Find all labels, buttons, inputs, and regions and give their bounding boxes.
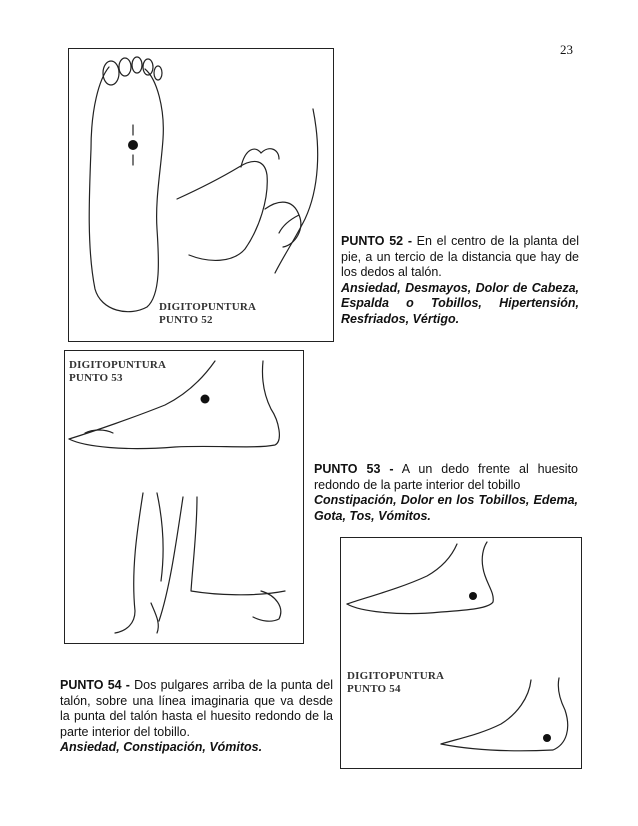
pressure-point-54-lower (543, 734, 551, 742)
point-description: En el centro de la planta del pie, a un tercio de la distancia que hay de los dedos al talón. (341, 234, 579, 280)
heel-illustration (341, 538, 581, 768)
figure-label-53 (69, 359, 166, 385)
point-description: A un dedo frente al huesito redondo de la parte interior del tobillo (314, 462, 578, 492)
figure-label-54 (347, 670, 444, 696)
description-punto-52 (341, 234, 579, 328)
page-number: 23 (560, 42, 573, 57)
point-conditions: Constipación, Dolor en los Tobillos, Edema, Gota, Tos, Vómitos. (314, 493, 578, 523)
point-description: Dos pulgares arriba de la punta del talón, sobre una línea imaginaria que va desde la punta del talón hasta el huesito redondo de la parte interior del tobillo. (60, 678, 333, 739)
figure-label-line1: DIGITOPUNTURA (159, 301, 257, 313)
figure-label-line2: PUNTO 54 (347, 683, 401, 695)
point-conditions: Ansiedad, Desmayos, Dolor de Cabeza, Espalda o Tobillos, Hipertensión, Resfriados, Vértigo. (341, 280, 579, 326)
foot-sole-illustration (69, 49, 333, 341)
point-title: PUNTO 52 - (341, 234, 412, 248)
pressure-point-52 (128, 140, 138, 150)
point-title: PUNTO 53 - (314, 462, 394, 476)
figure-label-line1: DIGITOPUNTURA (69, 359, 167, 371)
description-punto-53 (314, 462, 578, 524)
point-title: PUNTO 54 - (60, 678, 130, 692)
figure-label-52 (159, 301, 256, 327)
figure-label-line1: DIGITOPUNTURA (347, 670, 445, 682)
figure-punto-52 (68, 48, 334, 342)
pressure-point-54-upper (469, 592, 477, 600)
figure-label-line2: PUNTO 52 (159, 314, 213, 326)
pressure-point-53 (201, 395, 210, 404)
figure-label-line2: PUNTO 53 (69, 372, 123, 384)
point-conditions: Ansiedad, Constipación, Vómitos. (60, 740, 263, 755)
inner-ankle-illustration (65, 351, 303, 643)
description-punto-54 (60, 678, 333, 756)
figure-punto-54 (340, 537, 582, 769)
figure-punto-53 (64, 350, 304, 644)
